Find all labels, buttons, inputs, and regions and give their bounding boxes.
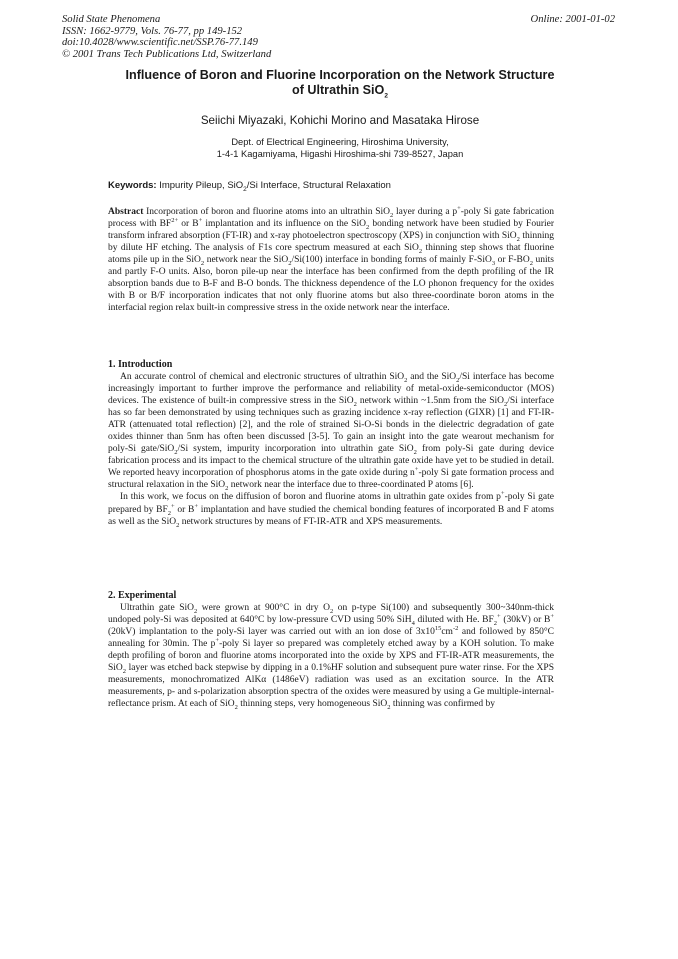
paper-title bbox=[90, 68, 590, 98]
abstract-label: Abstract bbox=[108, 207, 144, 217]
intro-paragraph-2: In this work, we focus on the diffusion of boron and fluorine atoms in ultrathin gate oxides from p+-poly Si gate prepared by $BF_2^+$ or B+ implantation and have studied the chemical bonding features of incorporated B and F atoms as well as the SiO$_2$ network structures by means of FT-IR-ATR and XPS measurements. bbox=[108, 490, 554, 529]
author-list: Seiichi Miyazaki, Kohichi Morino and Masataka Hirose bbox=[200, 114, 480, 127]
issn-line: ISSN: 1662-9779, Vols. 76-77, pp 149-152 bbox=[62, 25, 243, 37]
section-heading-experimental: 2. Experimental bbox=[108, 590, 177, 601]
affiliation-line-1: Dept. of Electrical Engineering, Hiroshima University, bbox=[231, 137, 449, 147]
online-date: Online: 2001-01-02 bbox=[530, 14, 615, 25]
affiliation-line-2: 1-4-1 Kagamiyama, Higashi Hiroshima-shi 739-8527, Japan bbox=[216, 149, 464, 159]
title-line-1: Influence of Boron and Fluorine Incorporation on the Network Structure bbox=[125, 68, 555, 82]
keywords-label: Keywords: bbox=[108, 180, 157, 191]
journal-name: Solid State Phenomena bbox=[62, 14, 161, 25]
section-heading-introduction: 1. Introduction bbox=[108, 359, 173, 370]
keywords: Keywords: Impurity Pileup, SiO$_2$/Si Interface, Structural Relaxation bbox=[108, 180, 391, 193]
intro-paragraph-1: An accurate control of chemical and electronic structures of ultrathin SiO$_2$ and the SiO$_2$/Si interface has become increasingly important to further improve the performance and reliability of metal-oxide-semiconductor (MOS) devices. The existence of built-in compressive stress in the SiO$_2$ network within ~1.5nm from the SiO$_2$/Si interface has so far been demonstrated by using techniques such as grazing incidence x-ray reflection (GIXR) [1] and FT-IR-ATR (attenuated total reflection) [2], and the role of strained Si-O-Si bonds in the dielectric degradation of gate oxides thinner than 5nm has often been discussed [3-5]. To gain an insight into the gate wearout mechanism for poly-Si gate/SiO$_2$/Si system, impurity incorporation into ultrathin gate SiO$_2$ from poly-Si gate during device fabrication process and its impact to the chemical structure of the ultrathin gate oxide have yet to be studied in detail. We reported heavy incorporation of phosphorus atoms in the gate oxide during n+-poly Si gate formation process and structural relaxation in the SiO$_2$ network near the interface due to three-coordinated P atoms [6]. bbox=[108, 372, 555, 493]
copyright-line: © 2001 Trans Tech Publications Ltd, Switzerland bbox=[62, 48, 272, 60]
introduction-body bbox=[108, 371, 554, 528]
abstract: Abstract Incorporation of boron and fluorine atoms into an ultrathin SiO$_2$ layer during a p+-poly Si gate fabrication process with $BF^{2+}$ or B+ implantation and its influence on the SiO$_2$ bonding network have been studied by Fourier transform infrared absorption (FT-IR) and x-ray photoelectron spectroscopy (XPS) in conjunction with SiO$_2$ thinning by dilute HF etching. The analysis of F1s core spectrum measured at each SiO$_2$ thinning step shows that fluorine atoms pile up in the SiO$_2$ network near the SiO$_2$/Si(100) interface in bonding forms of mainly F-SiO$_3$ or $F-BO_2$ units and partly F-O units. Also, boron pile-up near the interface has been confirmed from the depth profiling of the IR absorption bands due to B-F and B-O bonds. The thickness dependence of the LO phonon frequency for the oxides with B or B/F incorporation indicates that not only fluorine atoms but also three-coordinate boron atoms in the interfacial region relax built-in compressive stress in the oxide network near the interface. bbox=[108, 204, 555, 314]
experimental-paragraph-1: Ultrathin gate SiO$_2$ were grown at 900°C in dry $O_2$ on p-type Si(100) and subsequently 300~340nm-thick undoped poly-Si was deposited at 640°C by low-pressure CVD using 50% SiH$_4$ diluted with He. $BF_2^+$ (30kV) or B+ (20kV) implantation to the poly-Si layer was carried out with an ion dose of $3x10^{15}cm^{-2}$ and followed by 850°C annealing for 30min. The p+-poly Si layer so prepared was completely etched away by a KOH solution. To make depth profiling of boron and fluorine atoms incorporated into the oxide by XPS and FT-IR-ATR measurements, the SiO$_2$ layer was etched back stepwise by dipping in a 0.1%HF solution and subsequent pure water rinse. For the XPS measurements, monochromatized AlKα (1486eV) radiation was used as an excitation source. In the ATR measurements, p- and s-polarization absorption spectra of the oxides were measured by using a Ge multiple-internal-reflectance prism. At each of SiO$_2$ thinning steps, very homogeneous SiO$_2$ thinning was confirmed by bbox=[108, 603, 555, 712]
journal-header bbox=[62, 14, 422, 60]
title-line-2: of Ultrathin SiO$_2$ bbox=[292, 83, 388, 100]
affiliation bbox=[90, 136, 590, 160]
doi-link[interactable]: doi:10.4028/www.scientific.net/SSP.76-77.149 bbox=[62, 37, 258, 49]
experimental-body bbox=[108, 602, 554, 710]
